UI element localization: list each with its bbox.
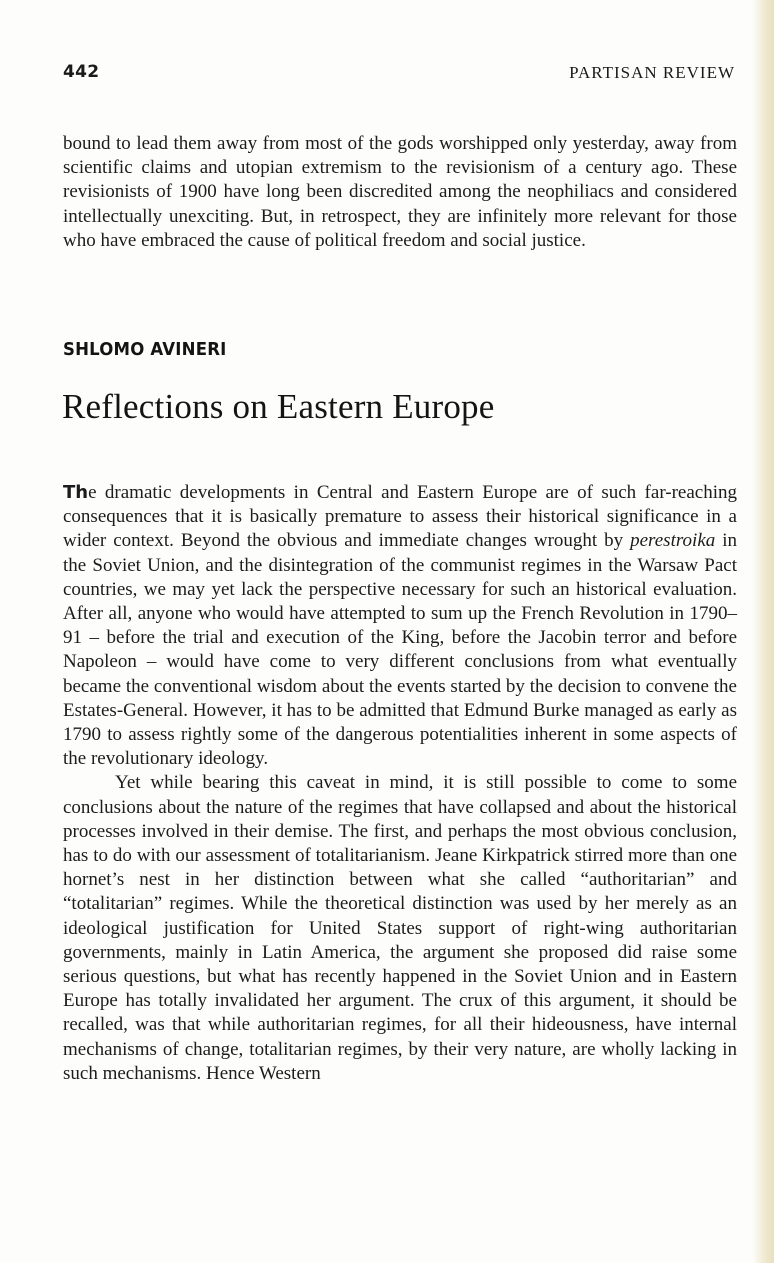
- italic-term: perestroika: [630, 530, 716, 552]
- article-paragraph-2: Yet while bearing this caveat in mind, it is still possible to come to some conclusions about the nature of the regimes that have collapsed and about the historical processes involved in their demise. The first, and perhaps the most obvious conclusion, has to do with our assessment of totalitarianism. Jeane Kirkpatrick stirred more than one hornet’s nest in her distinction between what she called “authoritarian” and “totalitarian” regimes. While the theoretical distinction was used by her merely as an ideological justification for United States support of right-wing authoritarian governments, mainly in Latin America, the argument she proposed did raise some serious questions, but what has recently happened in the Soviet Union and in Eastern Europe has totally invalidated her argument. The crux of this argument, it should be recalled, was that while authoritarian regimes, for all their hideousness, have internal mechanisms of change, totalitarian regimes, by their very nature, are wholly lacking in such mechanisms. Hence Western: [63, 772, 737, 1084]
- paragraph-1-text-b: in the Soviet Union, and the disintegration of the communist regimes in the Warsaw Pact countries, we may yet lack the perspective necessary for such an historical evaluation. After all, anyone who would have attempted to sum up the French Revolution in 1790–91 – before the trial and execution of the King, before the Jacobin terror and before Napoleon – would have come to very different conclusions from what eventually became the conventional wisdom about the events started by the decision to convene the Estates-General. However, it has to be admitted that Edmund Burke managed as early as 1790 to assess rightly some of the dangerous potentialities inherent in some aspects of the revolutionary ideology.: [63, 530, 737, 770]
- page-number: 442: [63, 62, 100, 82]
- lead-in-letters: Th: [63, 482, 89, 503]
- running-head: [63, 62, 735, 86]
- previous-article-closing-paragraph: bound to lead them away from most of the gods worshipped only yesterday, away from scientific claims and utopian extremism to the revisionism of a century ago. These revisionists of 1900 have long been discredited among the neophiliacs and considered intellectually unexciting. But, in retrospect, they are infinitely more relevant for those who have embraced the cause of political freedom and social justice.: [63, 133, 737, 251]
- journal-title: PARTISAN REVIEW: [569, 63, 735, 82]
- paragraph-1-text-a: e dramatic developments in Central and Eastern Europe are of such far-reaching consequences that it is basically premature to assess their historical significance in a wider context. Beyond the obvious and immediate changes wrought by: [63, 482, 737, 552]
- article-paragraph-1: [63, 481, 737, 771]
- article-title: Reflections on Eastern Europe: [62, 387, 495, 426]
- page-edge-shading: [752, 0, 774, 1263]
- article-body: [63, 481, 737, 1086]
- article-author: SHLOMO AVINERI: [63, 339, 227, 360]
